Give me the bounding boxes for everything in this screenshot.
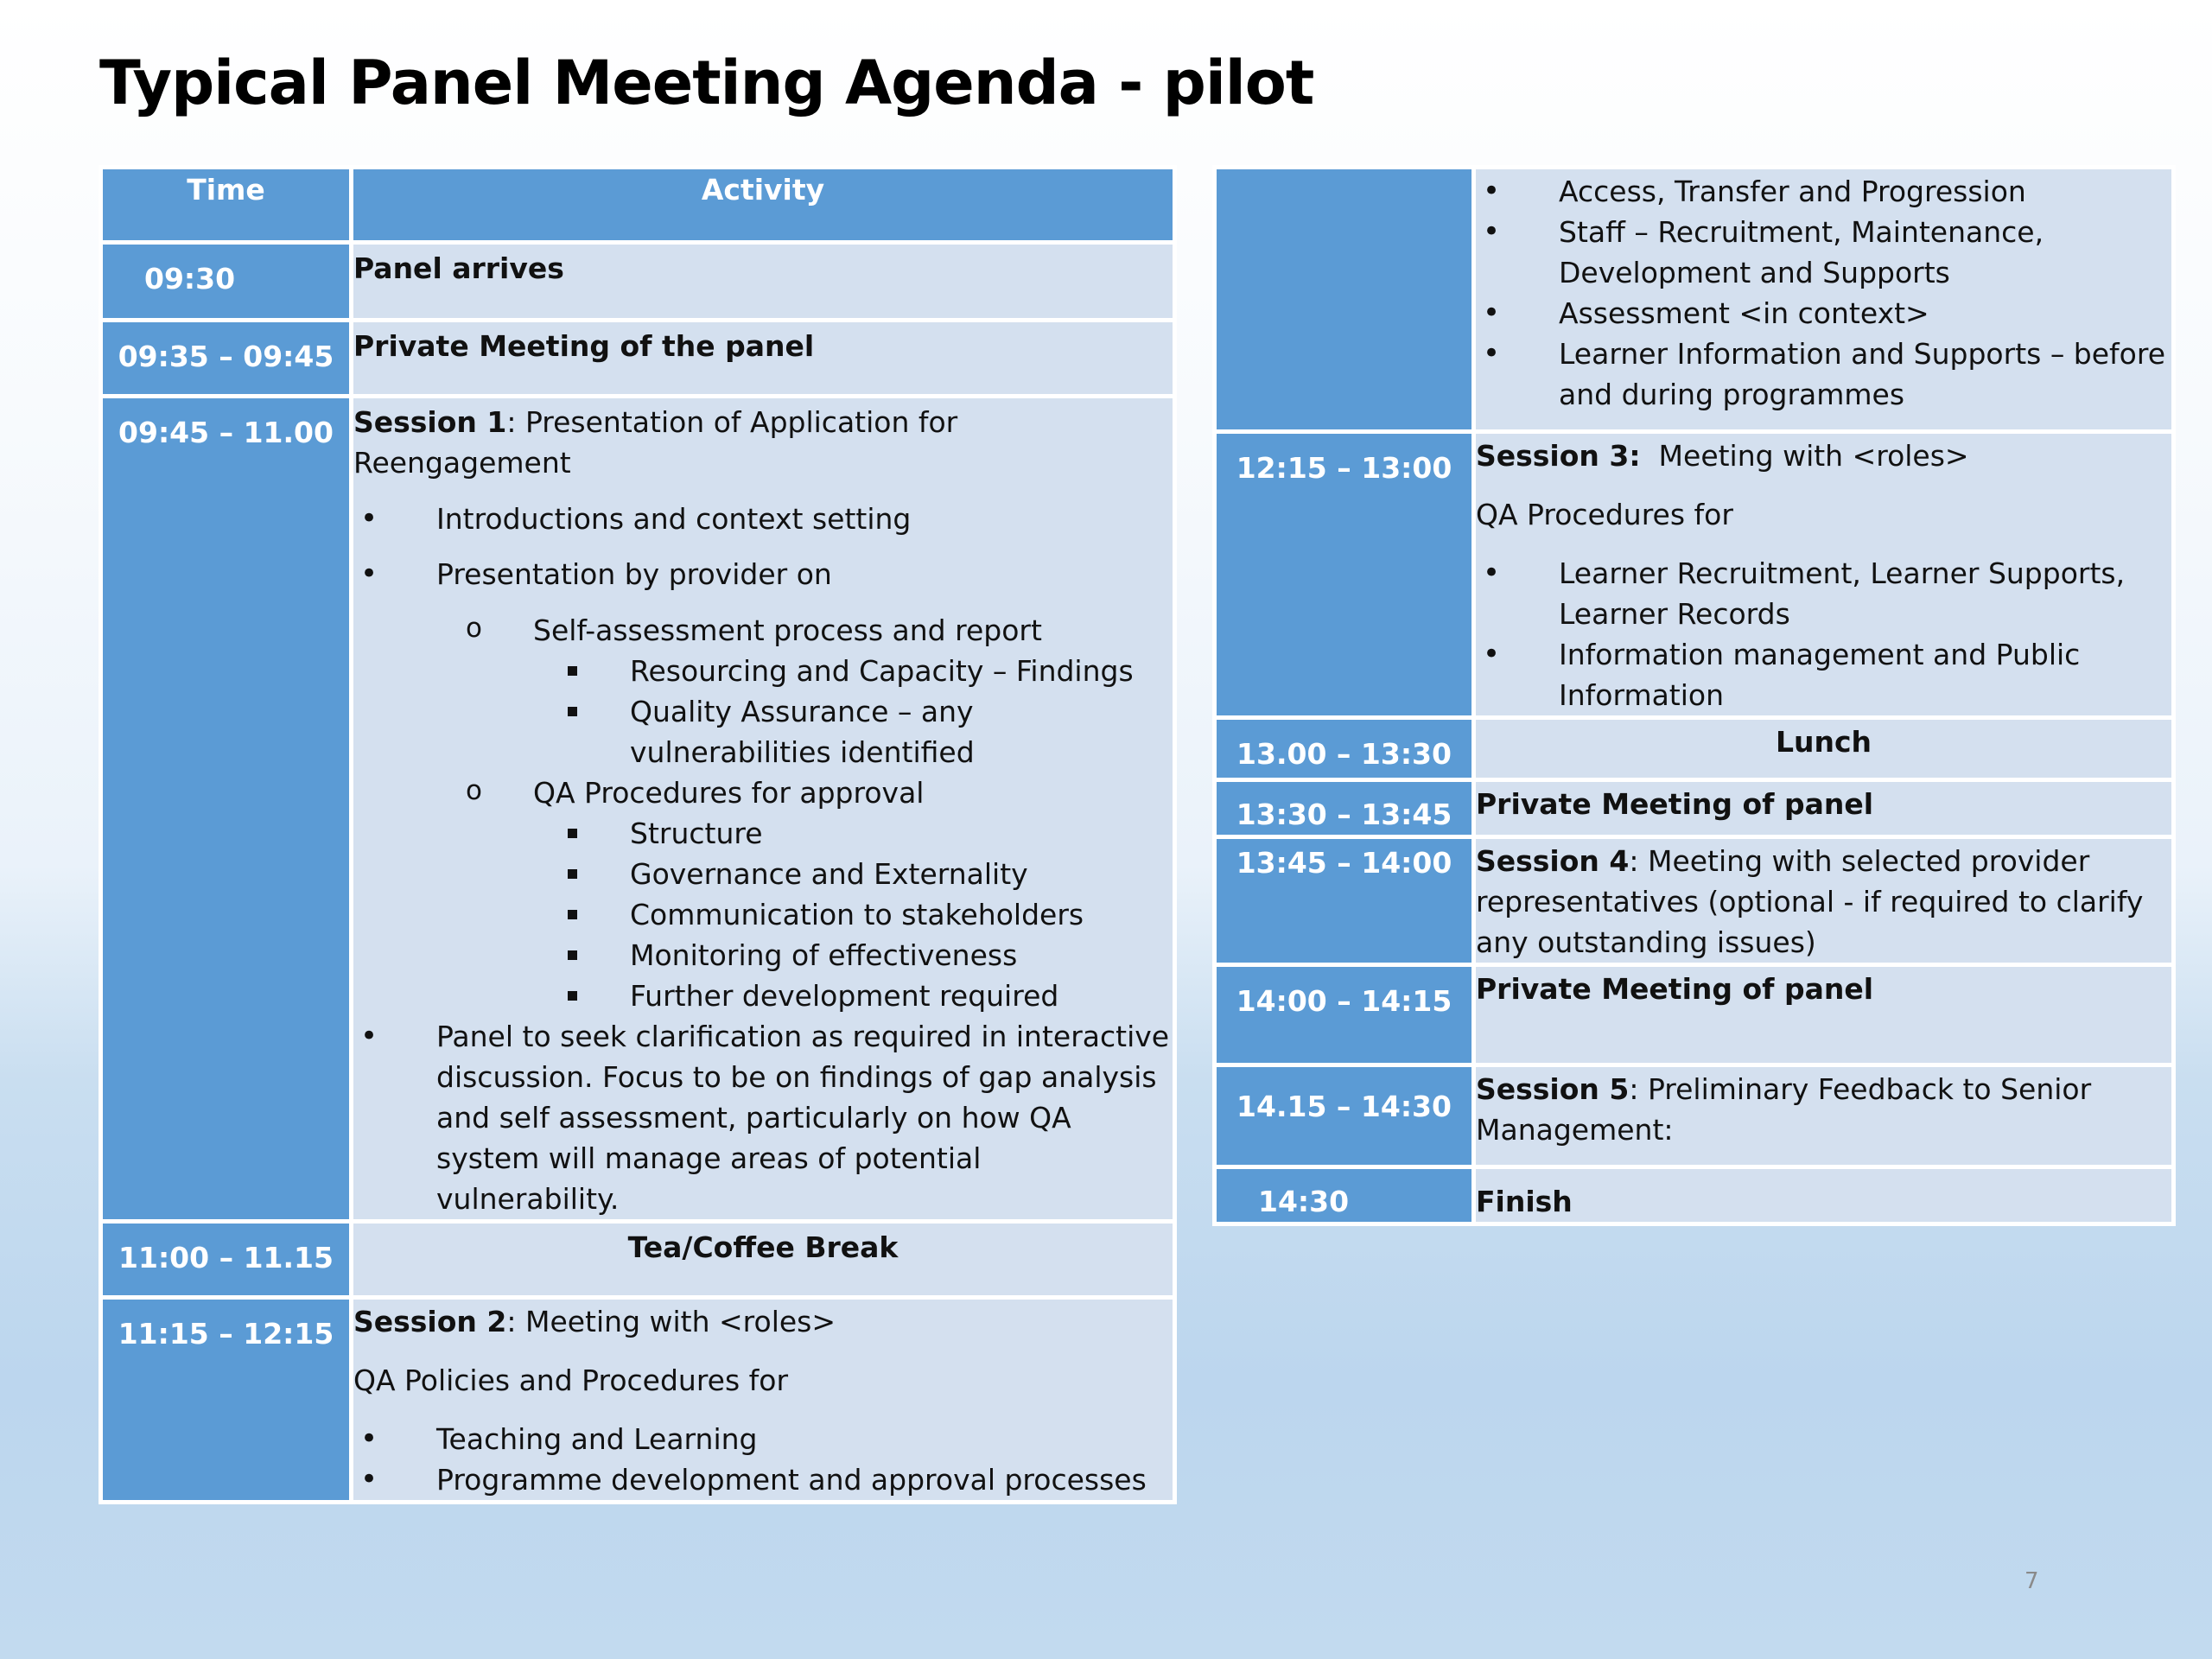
- time-cell: [1215, 168, 1474, 432]
- activity-cell: Panel arrives: [352, 243, 1175, 321]
- session-label: Session 2: [353, 1305, 507, 1338]
- list-item: • Assessment <in context>: [1476, 293, 2171, 334]
- list-item: • Staff – Recruitment, Maintenance, Development and Supports: [1476, 212, 2171, 293]
- list-item: Communication to stakeholders: [533, 894, 1173, 935]
- activity-cell: Tea/Coffee Break: [352, 1222, 1175, 1298]
- activity-cell: Lunch: [1474, 718, 2174, 780]
- session-intro: QA Policies and Procedures for: [353, 1363, 789, 1397]
- list-item: [436, 772, 1173, 1016]
- bullet-list: [1476, 171, 2171, 415]
- activity-cell: [352, 1298, 1175, 1503]
- time-cell: 12:15 – 13:00: [1215, 432, 1474, 718]
- time-cell: 11:15 – 12:15: [101, 1298, 352, 1503]
- list-item-text: Presentation by provider on: [436, 557, 832, 591]
- activity-cell: [352, 397, 1175, 1222]
- list-item: • Information management and Public Information: [1476, 634, 2171, 715]
- session-label: Session 3:: [1476, 439, 1641, 473]
- session-label: Session 1: [353, 405, 507, 439]
- list-item: • Introductions and context setting: [353, 499, 1173, 539]
- activity-cell: Private Meeting of panel: [1474, 965, 2174, 1065]
- table-row: [1215, 432, 2174, 718]
- activity-header: Activity: [352, 168, 1175, 243]
- agenda-table-left: [99, 165, 1177, 1504]
- list-item: Governance and Externality: [533, 854, 1173, 894]
- table-row: [1215, 780, 2174, 837]
- time-cell: 13.00 – 13:30: [1215, 718, 1474, 780]
- activity-cell: Finish: [1474, 1167, 2174, 1224]
- session-intro: QA Procedures for: [1476, 498, 1733, 531]
- bullet-list: [353, 499, 1173, 594]
- session-label: Session 4: [1476, 844, 1630, 878]
- list-item: [353, 554, 1173, 594]
- time-cell: 14:30: [1215, 1167, 1474, 1224]
- page-number: 7: [2024, 1568, 2039, 1594]
- session-label: Session 5: [1476, 1072, 1630, 1106]
- time-header: Time: [101, 168, 352, 243]
- time-cell: 09:45 – 11.00: [101, 397, 352, 1222]
- list-item: • Learner Recruitment, Learner Supports, Learner Records: [1476, 553, 2171, 634]
- list-item: • Teaching and Learning: [353, 1419, 1173, 1459]
- session-heading: [1476, 435, 2171, 476]
- session-text: : Meeting with selected provider representatives (optional - if required to clarify any outstanding issues): [1476, 844, 2144, 959]
- table-row: [101, 1298, 1175, 1503]
- bullet-list: [353, 1016, 1173, 1219]
- time-cell: 14.15 – 14:30: [1215, 1065, 1474, 1167]
- activity-cell: [1474, 837, 2174, 965]
- agenda-table-right: [1212, 165, 2176, 1226]
- activity-cell: Private Meeting of panel: [1474, 780, 2174, 837]
- time-cell: 11:00 – 11.15: [101, 1222, 352, 1298]
- session-text: Meeting with <roles>: [1640, 439, 1969, 473]
- list-item: Further development required: [533, 976, 1173, 1016]
- page-title: Typical Panel Meeting Agenda - pilot: [99, 48, 1314, 118]
- list-item: Quality Assurance – any vulnerabilities identified: [533, 691, 1173, 772]
- session-text: : Meeting with <roles>: [506, 1305, 836, 1338]
- activity-cell: [1474, 432, 2174, 718]
- activity-cell: [1474, 1065, 2174, 1167]
- table-row: [101, 397, 1175, 1222]
- session-heading: [353, 402, 1173, 483]
- table-row: [101, 321, 1175, 397]
- sub-list: [353, 610, 1173, 1016]
- list-item: • Learner Information and Supports – before and during programmes: [1476, 334, 2171, 415]
- session-heading: [353, 1301, 1173, 1342]
- table-row: [101, 1222, 1175, 1298]
- table-row: [1215, 1065, 2174, 1167]
- time-cell: 09:30: [101, 243, 352, 321]
- time-cell: 13:30 – 13:45: [1215, 780, 1474, 837]
- time-cell: 13:45 – 14:00: [1215, 837, 1474, 965]
- list-item: [436, 610, 1173, 772]
- session-heading: [1476, 1069, 2171, 1150]
- list-item-text: QA Procedures for approval: [533, 776, 925, 810]
- session-heading: [1476, 841, 2171, 963]
- time-cell: 09:35 – 09:45: [101, 321, 352, 397]
- list-item: • Access, Transfer and Progression: [1476, 171, 2171, 212]
- bullet-list: [1476, 553, 2171, 715]
- activity-cell: [1474, 168, 2174, 432]
- session-text: : Presentation of Application for Reengagement: [353, 405, 958, 480]
- table-row: [101, 243, 1175, 321]
- list-item: Structure: [533, 813, 1173, 854]
- table-row: [1215, 168, 2174, 432]
- table-header-row: [101, 168, 1175, 243]
- list-item-text: Self-assessment process and report: [533, 613, 1042, 647]
- list-item: Monitoring of effectiveness: [533, 935, 1173, 976]
- sub-sub-list: [533, 651, 1173, 772]
- table-row: [1215, 1167, 2174, 1224]
- sub-sub-list: [533, 813, 1173, 1016]
- activity-cell: Private Meeting of the panel: [352, 321, 1175, 397]
- table-row: [1215, 718, 2174, 780]
- time-cell: 14:00 – 14:15: [1215, 965, 1474, 1065]
- table-row: [1215, 837, 2174, 965]
- table-row: [1215, 965, 2174, 1065]
- session-text: : Preliminary Feedback to Senior Management:: [1476, 1072, 2092, 1147]
- list-item: Resourcing and Capacity – Findings: [533, 651, 1173, 691]
- list-item: • Programme development and approval processes: [353, 1459, 1173, 1500]
- bullet-list: [353, 1419, 1173, 1500]
- list-item: • Panel to seek clarification as required in interactive discussion. Focus to be on findings of gap analysis and self assessment, particularly on how QA system will manage areas of potential vulnerability.: [353, 1016, 1173, 1219]
